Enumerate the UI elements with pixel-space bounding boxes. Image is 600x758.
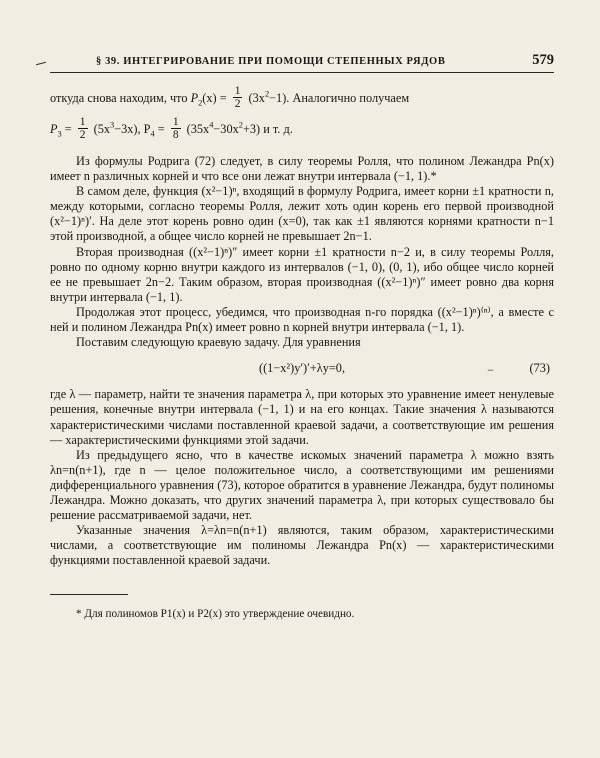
fraction-one-eighth [171,117,181,141]
math-subscript: 2 [198,98,203,108]
math-symbol-P: P [190,90,199,105]
math-symbol-P3: P [50,121,58,136]
fraction-denominator: 2 [234,98,241,110]
paragraph-proof-first-derivative: В самом деле, функция (x²−1)ⁿ, входящий в формулу Родрига, имеет корни ±1 кратности n, между которыми, согласно теоремы Ролля, лежит хоть один корень его первой производной (x²−1)ⁿ)′. На деле этот корень ровно один (x=0), так как ±1 являются корнями кратности n−1 этой производной, а общее число корней не превышает 2n−1. [50,184,554,244]
paragraph-boundary-problem: Поставим следующую краевую задачу. Для уравнения [76,335,361,350]
paragraph-second-derivative: Вторая производная ((x²−1)ⁿ)″ имеет корни ±1 кратности n−2 и, в силу теоремы Ролля, ровно по одному корню внутри каждого из интервалов (−1, 0), (0, 1), ибо общее число корней ее не превышает 2n−2. Таким образом, вторая производная ((x²−1)ⁿ)″ имеет ровно два корня внутри интервала (−1, 1). [50,244,554,304]
math-run: (35x [183,121,210,136]
math-run: (5x [90,121,111,136]
paragraph-n-th-derivative: Продолжая этот процесс, убедимся, что производная n-го порядка ((x²−1)ⁿ)⁽ⁿ⁾, а вместе с ней и полином Лежандра Pn(x) имеет ровно n корней внутри интервала (−1, 1). [50,304,554,335]
fraction-denominator: 2 [79,129,86,141]
equation-73-dash: − [487,363,494,378]
page-number: 579 [532,52,554,68]
equation-73-body: ((1−x²)y′)′+λy=0, [258,361,346,376]
math-exponent: 3 [110,120,115,130]
paragraph-parameter-definition: где λ — параметр, найти те значения параметра λ, при которых это уравнение имеет ненулевые решения, конечные внутри интервала (−1, 1) и на его концах. Такие значения λ называются характеристическими числами поставленной краевой задачи, а соответствующие им решения — характеристическими функциями этой задачи. [50,387,554,447]
fraction-one-half [233,86,243,110]
math-run: (3x [245,90,265,105]
math-subscript: 3 [57,129,62,139]
math-run: = [154,121,168,136]
paragraph-formula-p3-p4 [50,118,554,142]
fraction-numerator: 1 [172,116,179,128]
running-head: § 39. ИНТЕГРИРОВАНИЕ ПРИ ПОМОЩИ СТЕПЕННЫХ РЯДОВ [96,56,446,67]
math-run: −1). Аналогично получаем [269,90,410,105]
fraction-numerator: 1 [234,85,241,97]
math-run: −30x [213,121,239,136]
math-exponent: 2 [238,120,243,130]
fraction-one-half-2 [78,117,88,141]
math-exponent: 4 [209,120,214,130]
page-header [50,52,554,73]
fraction-numerator: 1 [79,116,86,128]
math-run: −3x), P [114,121,151,136]
math-run: = [61,121,75,136]
paragraph-conclusion: Указанные значения λ=λn=n(n+1) являются, таким образом, характеристическими числами, а соответствующие им полиномы Лежандра Pn(x) — характеристическими функциями поставленной краевой задачи. [50,523,554,568]
paragraph-formula-p2 [50,87,554,111]
paragraph-rodrigues: Из формулы Родрига (72) следует, в силу теоремы Ролля, что полином Лежандра Pn(x) имеет n различных корней и что все они лежат внутри интервала (−1, 1).* [50,154,554,184]
text-run: откуда снова находим, что [50,90,191,105]
math-run: +3) и т. д. [242,121,293,136]
math-run: (x) = [202,90,230,105]
equation-73-block [50,361,554,376]
math-exponent: 2 [264,89,270,99]
math-subscript: 4 [150,129,155,139]
footnote-text: * Для полиномов P1(x) и P2(x) это утверждение очевидно. [76,607,355,620]
footnote-separator [50,594,128,595]
margin-tick-mark [36,62,46,65]
equation-73-number: (73) [529,361,550,376]
page-body [50,87,554,621]
fraction-denominator: 8 [172,129,179,141]
paragraph-eigenvalues: Из предыдущего ясно, что в качестве искомых значений параметра λ можно взять λn=n(n+1), где n — целое положительное число, а соответствующими им решениями дифференциального уравнения (73), которое обратится в уравнение Лежандра, будут полиномы Лежандра. Можно доказать, что других значений параметра λ, при которых существовало бы решение рассматриваемой задачи, нет. [50,447,554,523]
